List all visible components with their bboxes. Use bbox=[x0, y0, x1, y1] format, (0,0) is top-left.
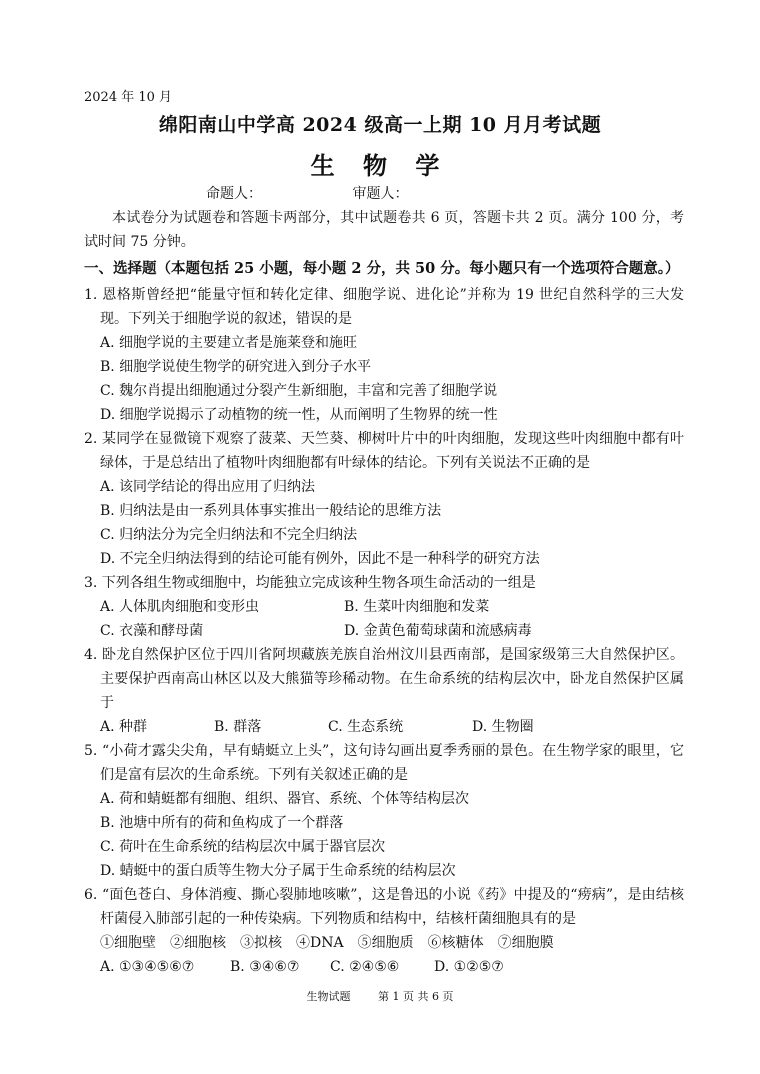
option-d: D. 生物圈 bbox=[472, 719, 534, 735]
page-footer bbox=[0, 988, 760, 1004]
option-b: B. 生菜叶肉细胞和发菜 bbox=[344, 599, 490, 615]
exam-date: 2024 年 10 月 bbox=[84, 90, 173, 105]
option-c: C. 荷叶在生命系统的结构层次中属于器官层次 bbox=[100, 839, 386, 855]
options-row bbox=[84, 715, 684, 739]
option-c: C. 魏尔肖提出细胞通过分裂产生新细胞，丰富和完善了细胞学说 bbox=[100, 383, 498, 399]
subject-title: 生 物 学 bbox=[310, 151, 450, 180]
option-b: B. ③④⑥⑦ bbox=[230, 959, 300, 975]
question-stem: 3. 下列各组生物或细胞中，均能独立完成该种生物各项生命活动的一组是 bbox=[84, 575, 536, 591]
option-d: D. 不完全归纳法得到的结论可能有例外，因此不是一种科学的研究方法 bbox=[100, 551, 540, 567]
footer-subject: 生物试题 bbox=[306, 990, 351, 1003]
question-items: ①细胞壁 ②细胞核 ③拟核 ④DNA ⑤细胞质 ⑥核糖体 ⑦细胞膜 bbox=[100, 935, 554, 951]
question-3 bbox=[84, 571, 684, 643]
question-6 bbox=[84, 883, 684, 979]
option-c: C. 生态系统 bbox=[328, 719, 404, 735]
option-a: A. ①③④⑤⑥⑦ bbox=[100, 959, 195, 975]
question-stem: 2. 某同学在显微镜下观察了菠菜、天竺葵、柳树叶片中的叶肉细胞，发现这些叶肉细胞中都有叶绿体，于是总结出了植物叶肉细胞都有叶绿体的结论。下列有关说法不正确的是 bbox=[84, 431, 684, 471]
options-row bbox=[84, 619, 684, 643]
option-d: D. 细胞学说揭示了动植物的统一性，从而阐明了生物界的统一性 bbox=[100, 407, 498, 423]
question-1 bbox=[84, 283, 684, 427]
option-a: A. 荷和蜻蜓都有细胞、组织、器官、系统、个体等结构层次 bbox=[100, 791, 470, 807]
option-c: C. ②④⑤⑥ bbox=[330, 959, 400, 975]
option-a: A. 种群 bbox=[100, 719, 148, 735]
authors-line bbox=[206, 183, 408, 203]
footer-page-number: 第 1 页 共 6 页 bbox=[378, 990, 454, 1003]
question-stem: 5. “小荷才露尖尖角，早有蜻蜓立上头”，这句诗勾画出夏季秀丽的景色。在生物学家的眼里，它们是富有层次的生命系统。下列有关叙述正确的是 bbox=[84, 743, 684, 783]
exam-instructions: 本试卷分为试题卷和答题卡两部分，其中试题卷共 6 页，答题卡共 2 页。满分 100 分，考试时间 75 分钟。 bbox=[84, 210, 684, 250]
section-heading: 一、选择题（本题包括 25 小题，每小题 2 分，共 50 分。每小题只有一个选项符合题意。） bbox=[84, 260, 680, 277]
question-5 bbox=[84, 739, 684, 883]
reviewer-label: 审题人： bbox=[352, 186, 409, 202]
option-a: A. 该同学结论的得出应用了归纳法 bbox=[100, 479, 316, 495]
option-b: B. 细胞学说使生物学的研究进入到分子水平 bbox=[100, 359, 372, 375]
option-c: C. 衣藻和酵母菌 bbox=[100, 623, 204, 639]
option-d: D. 金黄色葡萄球菌和流感病毒 bbox=[344, 623, 532, 639]
option-c: C. 归纳法分为完全归纳法和不完全归纳法 bbox=[100, 527, 358, 543]
exam-title: 绵阳南山中学高 2024 级高一上期 10 月月考试题 bbox=[158, 114, 602, 136]
option-b: B. 归纳法是由一系列具体事实推出一般结论的思维方法 bbox=[100, 503, 442, 519]
option-a: A. 细胞学说的主要建立者是施莱登和施旺 bbox=[100, 335, 358, 351]
option-d: D. ①②⑤⑦ bbox=[434, 959, 504, 975]
question-stem: 6. “面色苍白、身体消瘦、撕心裂肺地咳嗽”，这是鲁迅的小说《药》中提及的“痨病”，是由结核杆菌侵入肺部引起的一种传染病。下列物质和结构中，结核杆菌细胞具有的是 bbox=[84, 887, 684, 927]
option-a: A. 人体肌肉细胞和变形虫 bbox=[100, 599, 260, 615]
options-row bbox=[84, 595, 684, 619]
question-stem: 4. 卧龙自然保护区位于四川省阿坝藏族羌族自治州汶川县西南部，是国家级第三大自然保护区。主要保护西南高山林区以及大熊猫等珍稀动物。在生命系统的结构层次中，卧龙自然保护区属于 bbox=[84, 647, 684, 711]
options-row bbox=[84, 955, 684, 979]
option-d: D. 蜻蜓中的蛋白质等生物大分子属于生命系统的结构层次 bbox=[100, 863, 456, 879]
option-b: B. 池塘中所有的荷和鱼构成了一个群落 bbox=[100, 815, 344, 831]
question-4 bbox=[84, 643, 684, 739]
author-label: 命题人： bbox=[206, 186, 262, 202]
question-stem: 1. 恩格斯曾经把“能量守恒和转化定律、细胞学说、进化论”并称为 19 世纪自然科学的三大发现。下列关于细胞学说的叙述，错误的是 bbox=[84, 287, 684, 327]
option-b: B. 群落 bbox=[214, 719, 262, 735]
question-2 bbox=[84, 427, 684, 571]
